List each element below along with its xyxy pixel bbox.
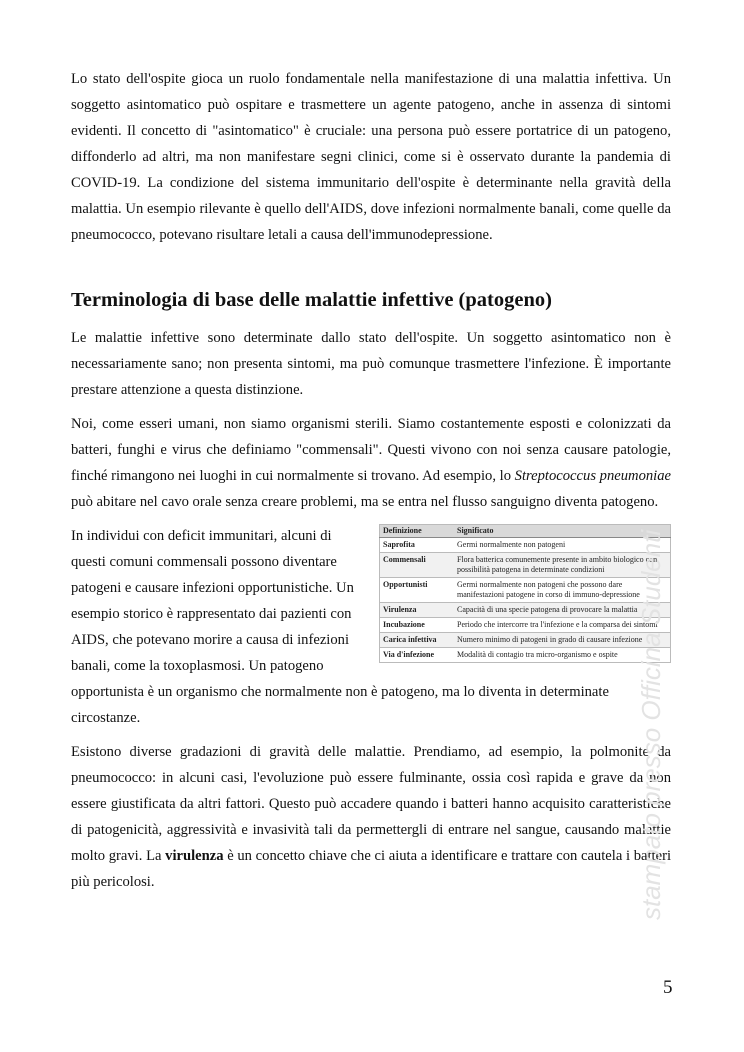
table-header: Significato xyxy=(454,525,671,538)
paragraph-virulence: Esistono diverse gradazioni di gravità delle malattie. Prendiamo, ad esempio, la polmonite da pneumococco: in alcuni casi, l'evoluzione può essere fulminante, ossia così rapida e grave da non essere giustificata da altri fattori. Questo può accadere quando i batteri hanno acquisito caratteristiche di patogenicità, aggressività e invasività tali da permettergli di entrare nel sangue, causando malattie molto gravi. La virulenza è un concetto chiave che ci aiuta a identificare e trattare con cautela i batteri più pericolosi. xyxy=(71,744,672,890)
definition-meaning: Periodo che intercorre tra l'infezione e la comparsa dei sintomi xyxy=(454,618,671,633)
keyword-virulenza: virulenza xyxy=(165,848,224,864)
table-row xyxy=(380,633,671,648)
definition-term: Incubazione xyxy=(380,618,455,633)
definition-term: Via d'infezione xyxy=(380,648,455,663)
section-heading: Terminologia di base delle malattie infettive (patogeno) xyxy=(71,289,552,311)
species-name: Streptococcus pneumoniae xyxy=(514,468,671,484)
definition-meaning: Flora batterica comunemente presente in ambito biologico con possibilità patogena in determinate condizioni xyxy=(454,553,671,578)
definition-meaning: Capacità di una specie patogena di provocare la malattia xyxy=(454,603,671,618)
definition-term: Saprofita xyxy=(380,538,455,553)
paragraph-asymptomatic: Le malattie infettive sono determinate dallo stato dell'ospite. Un soggetto asintomatico non è necessariamente sano; non presenta sintomi, ma può comunque trasmettere l'infezione. È importante prestare attenzione a questa distinzione. xyxy=(71,330,671,398)
definition-meaning: Germi normalmente non patogeni che possono dare manifestazioni patogene in corso di immuno-depressione xyxy=(454,578,671,603)
page-number: 5 xyxy=(663,977,673,998)
paragraph-commensals: Noi, come esseri umani, non siamo organismi sterili. Siamo costantemente esposti e colonizzati da batteri, funghi e virus che definiamo "commensali". Questi vivono con noi senza causare patologie, finché rimangono nei luoghi in cui normalmente si trovano. Ad esempio, lo Streptococcus pneumoniae può abitare nel cavo orale senza creare problemi, ma se entra nel flusso sanguigno diventa patogeno. xyxy=(71,416,671,510)
intro-paragraph: Lo stato dell'ospite gioca un ruolo fondamentale nella manifestazione di una malattia infettiva. Un soggetto asintomatico può ospitare e trasmettere un agente patogeno, anche in assenza di sintomi evidenti. Il concetto di "asintomatico" è cruciale: una persona può essere portatrice di un patogeno, diffonderlo ad altri, ma non manifestare segni clinici, come si è osservato durante la pandemia di COVID-19. La condizione del sistema immunitario dell'ospite è determinante nella gravità della malattia. Un esempio rilevante è quello dell'AIDS, dove infezioni normalmente banali, come quelle da pneumococco, potevano risultare letali a causa dell'immunodepressione. xyxy=(71,71,671,243)
definitions-table xyxy=(379,524,671,663)
table-header: Definizione xyxy=(380,525,455,538)
table-row xyxy=(380,648,671,663)
definition-term: Carica infettiva xyxy=(380,633,455,648)
definition-meaning: Germi normalmente non patogeni xyxy=(454,538,671,553)
definition-meaning: Modalità di contagio tra micro-organismo e ospite xyxy=(454,648,671,663)
definition-term: Virulenza xyxy=(380,603,455,618)
table-row xyxy=(380,603,671,618)
definition-term: Commensali xyxy=(380,553,455,578)
page-content: Lo stato dell'ospite gioca un ruolo fondamentale nella manifestazione di una malattia infettiva. Un soggetto asintomatico può ospitare e trasmettere un agente patogeno, anche in assenza di sintomi evidenti. Il concetto di "asintomatico" è cruciale: una persona può essere portatrice di un patogeno, diffonderlo ad altri, ma non manifestare segni clinici, come si è osservato durante la pandemia di COVID-19. La condizione del sistema immunitario dell'ospite è determinante nella gravità della malattia. Un esempio rilevante è quello dell'AIDS, dove infezioni normalmente banali, come quelle da pneumococco, potevano risultare letali a causa dell'immunodepressione. Terminologia di base delle malattie infettive (patogeno) Le malattie infettive sono determinate dallo stato dell'ospite. Un soggetto asintomatico non è necessariamente sano; non presenta sintomi, ma può comunque trasmettere l'infezione. È importante prestare attenzione a questa distinzione. Noi, come esseri umani, non siamo organismi sterili. Siamo costantemente esposti e colonizzati da batteri, funghi e virus che definiamo "commensali". Questi vivono con noi senza causare patologie, finché rimangono nei luoghi in cui normalmente si trovano. Ad esempio, lo Streptococcus pneumoniae può abitare nel cavo orale senza creare problemi, ma se entra nel flusso sanguigno diventa patogeno. Definizione Significato Saprofita Germi normalmente non patogeni Commensali Flora batterica comunemente presente in ambito biologico con possibilità patogena in determinate condizioni Opportunisti Germi normalmente non patogeni che possono dare manifestazioni patogene in corso di immuno-depressione Virulenza Capacità di una specie patogena di provocare la malattia Incubazione Periodo che intercorre tra l'infezione e la comparsa dei sintomi Carica infettiva Numero minimo di patogeni in grado di causare infezione Via d'infezione Modalità di contagio tra micro-organismo e ospite In individui con deficit immunitari, alcuni di questi comuni commensali possono diventare patogeni e causare infezioni opportunistiche. Un esempio storico è rappresentato dai pazienti con AIDS, che potevano morire a causa di infezioni banali, come la toxoplasmosi. Un patogeno opportunista è un organismo che normalmente non è patogeno, ma lo diventa in determinate circostanze. Esistono diverse gradazioni di gravità delle malattie. Prendiamo, ad esempio, la polmonite da pneumococco: in alcuni casi, l'evoluzione può essere fulminante, ossia così rapida e grave da non essere giustificata da altri fattori. Questo può accadere quando i batteri hanno acquisito caratteristiche di patogenicità, aggressività e invasività tali da permettergli di entrare nel sangue, causando malattie molto gravi. La virulenza è un concetto chiave che ci aiuta a identificare e trattare con cautela i batteri più pericolosi. xyxy=(71,66,671,903)
table-row xyxy=(380,538,671,553)
table-row xyxy=(380,553,671,578)
table-row xyxy=(380,578,671,603)
definition-term: Opportunisti xyxy=(380,578,455,603)
table-row xyxy=(380,618,671,633)
definition-meaning: Numero minimo di patogeni in grado di causare infezione xyxy=(454,633,671,648)
watermark: stampato presso Officina Studenti xyxy=(636,529,666,920)
